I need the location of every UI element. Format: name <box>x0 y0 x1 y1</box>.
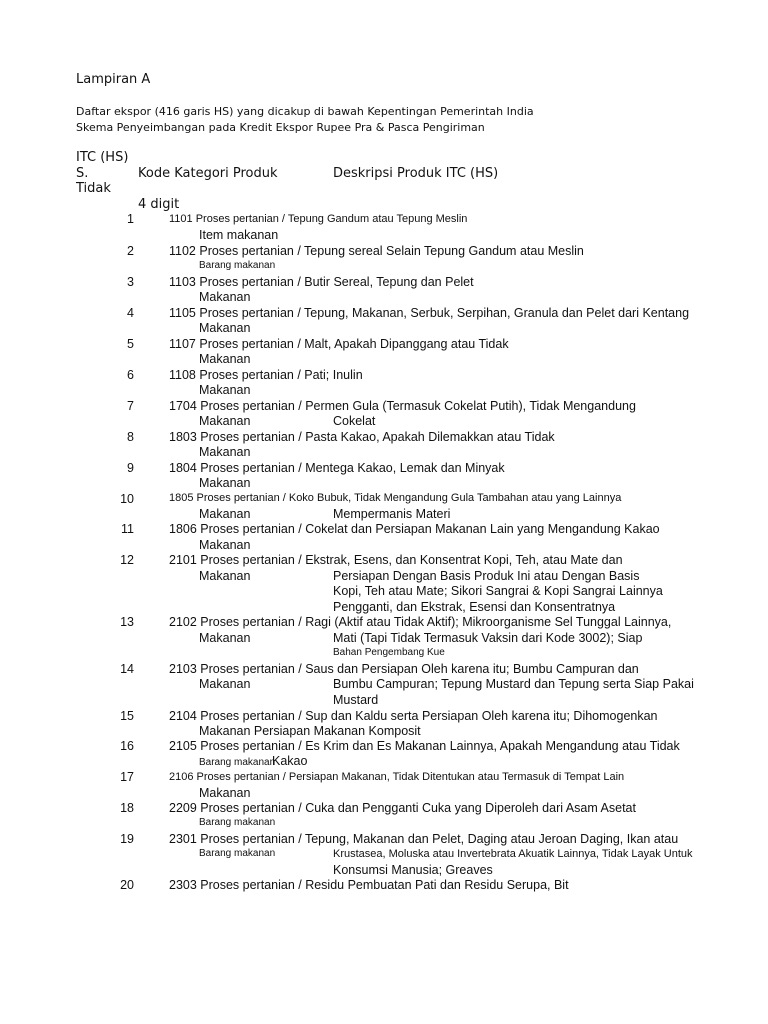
row-description-cont: Kopi, Teh atau Mate; Sikori Sangrai & Kopi Sangrai Lainnya <box>333 584 663 598</box>
row-line: 2301 Proses pertanian / Tepung, Makanan dan Pelet, Daging atau Jeroan Daging, Ikan atau <box>169 832 679 846</box>
intro-line-1: Daftar ekspor (416 garis HS) yang dicakup di bawah Kepentingan Pemerintah India <box>76 105 534 118</box>
row-number: 16 <box>120 739 134 753</box>
row-category: Makanan <box>199 786 251 800</box>
row-number: 10 <box>120 492 134 506</box>
row-number: 3 <box>127 275 134 289</box>
row-line: 2105 Proses pertanian / Es Krim dan Es Makanan Lainnya, Apakah Mengandung atau Tidak <box>169 739 680 753</box>
row-number: 12 <box>120 553 134 567</box>
row-description-cont: Mati (Tapi Tidak Termasuk Vaksin dari Kode 3002); Siap <box>333 631 643 645</box>
row-line: 2101 Proses pertanian / Ekstrak, Esens, dan Konsentrat Kopi, Teh, atau Mate dan <box>169 553 623 567</box>
row-line: 1108 Proses pertanian / Pati; Inulin <box>169 368 363 382</box>
row-description-cont: Konsumsi Manusia; Greaves <box>333 863 493 877</box>
row-category: Makanan <box>199 445 251 459</box>
row-category: Barang makanan <box>199 817 276 828</box>
row-line: 2303 Proses pertanian / Residu Pembuatan Pati dan Residu Serupa, Bit <box>169 878 569 892</box>
row-line: 1806 Proses pertanian / Cokelat dan Persiapan Makanan Lain yang Mengandung Kakao <box>169 522 660 536</box>
row-number: 2 <box>127 244 134 258</box>
row-line: 1103 Proses pertanian / Butir Sereal, Tepung dan Pelet <box>169 275 474 289</box>
row-category: Makanan <box>199 414 251 428</box>
row-number: 17 <box>120 770 134 784</box>
row-description-cont: Cokelat <box>333 414 376 428</box>
row-category: Makanan <box>199 352 251 366</box>
row-category: Item makanan <box>199 228 279 242</box>
row-number: 5 <box>127 337 134 351</box>
row-number: 20 <box>120 878 134 892</box>
row-line: 2209 Proses pertanian / Cuka dan Pengganti Cuka yang Diperoleh dari Asam Asetat <box>169 801 636 815</box>
row-line: 1803 Proses pertanian / Pasta Kakao, Apakah Dilemakkan atau Tidak <box>169 430 555 444</box>
row-category: Barang makanan <box>199 757 276 768</box>
col-tidak: Tidak <box>76 181 111 196</box>
row-category: Makanan <box>199 507 251 521</box>
row-line: 2102 Proses pertanian / Ragi (Aktif atau Tidak Aktif); Mikroorganisme Sel Tunggal Lainnya, <box>169 615 672 629</box>
row-number: 19 <box>120 832 134 846</box>
row-description-cont: Pengganti, dan Ekstrak, Esensi dan Konsentratnya <box>333 600 616 614</box>
row-line: 1107 Proses pertanian / Malt, Apakah Dipanggang atau Tidak <box>169 337 509 351</box>
row-category: Barang makanan <box>199 848 276 859</box>
row-line: 1805 Proses pertanian / Koko Bubuk, Tidak Mengandung Gula Tambahan atau yang Lainnya <box>169 492 622 504</box>
col-kode-kategori: Kode Kategori Produk <box>138 166 278 181</box>
row-description-cont: Mempermanis Materi <box>333 507 451 521</box>
row-category: Makanan Persiapan Makanan Komposit <box>199 724 421 738</box>
row-category: Makanan <box>199 476 251 490</box>
page-heading: Lampiran A <box>76 72 151 87</box>
row-number: 8 <box>127 430 134 444</box>
row-category: Makanan <box>199 538 251 552</box>
row-description-cont: Krustasea, Moluska atau Invertebrata Akuatik Lainnya, Tidak Layak Untuk <box>333 848 693 860</box>
row-description-cont: Kakao <box>272 754 308 768</box>
row-category: Makanan <box>199 321 251 335</box>
row-number: 15 <box>120 709 134 723</box>
row-category: Barang makanan <box>199 260 276 271</box>
row-line: 2104 Proses pertanian / Sup dan Kaldu serta Persiapan Oleh karena itu; Dihomogenkan <box>169 709 658 723</box>
row-category: Makanan <box>199 677 251 691</box>
row-category: Makanan <box>199 569 251 583</box>
row-category: Makanan <box>199 631 251 645</box>
col-s: S. <box>76 166 89 181</box>
row-number: 9 <box>127 461 134 475</box>
row-number: 1 <box>127 212 134 226</box>
row-line: 2103 Proses pertanian / Saus dan Persiapan Oleh karena itu; Bumbu Campuran dan <box>169 662 639 676</box>
row-number: 4 <box>127 306 134 320</box>
row-number: 13 <box>120 615 134 629</box>
row-category: Makanan <box>199 290 251 304</box>
row-number: 14 <box>120 662 134 676</box>
row-number: 18 <box>120 801 134 815</box>
row-description-cont: Persiapan Dengan Basis Produk Ini atau Dengan Basis <box>333 569 640 583</box>
row-number: 7 <box>127 399 134 413</box>
row-number: 6 <box>127 368 134 382</box>
row-line: 1105 Proses pertanian / Tepung, Makanan, Serbuk, Serpihan, Granula dan Pelet dari Kentang <box>169 306 690 320</box>
row-line: 1101 Proses pertanian / Tepung Gandum atau Tepung Meslin <box>169 213 468 225</box>
row-description-cont: Mustard <box>333 693 379 707</box>
row-line: 2106 Proses pertanian / Persiapan Makanan, Tidak Ditentukan atau Termasuk di Tempat Lain <box>169 771 625 783</box>
row-description-cont: Bumbu Campuran; Tepung Mustard dan Tepung serta Siap Pakai <box>333 677 694 691</box>
col-four-digit: 4 digit <box>138 197 180 212</box>
intro-line-2: Skema Penyeimbangan pada Kredit Ekspor Rupee Pra & Pasca Pengiriman <box>76 121 485 134</box>
row-description-cont: Bahan Pengembang Kue <box>333 647 445 658</box>
row-line: 1704 Proses pertanian / Permen Gula (Termasuk Cokelat Putih), Tidak Mengandung <box>169 399 636 413</box>
col-itc-hs: ITC (HS) <box>76 150 129 165</box>
col-deskripsi: Deskripsi Produk ITC (HS) <box>333 166 499 181</box>
row-line: 1102 Proses pertanian / Tepung sereal Selain Tepung Gandum atau Meslin <box>169 244 584 258</box>
row-category: Makanan <box>199 383 251 397</box>
row-number: 11 <box>121 522 134 536</box>
row-line: 1804 Proses pertanian / Mentega Kakao, Lemak dan Minyak <box>169 461 505 475</box>
